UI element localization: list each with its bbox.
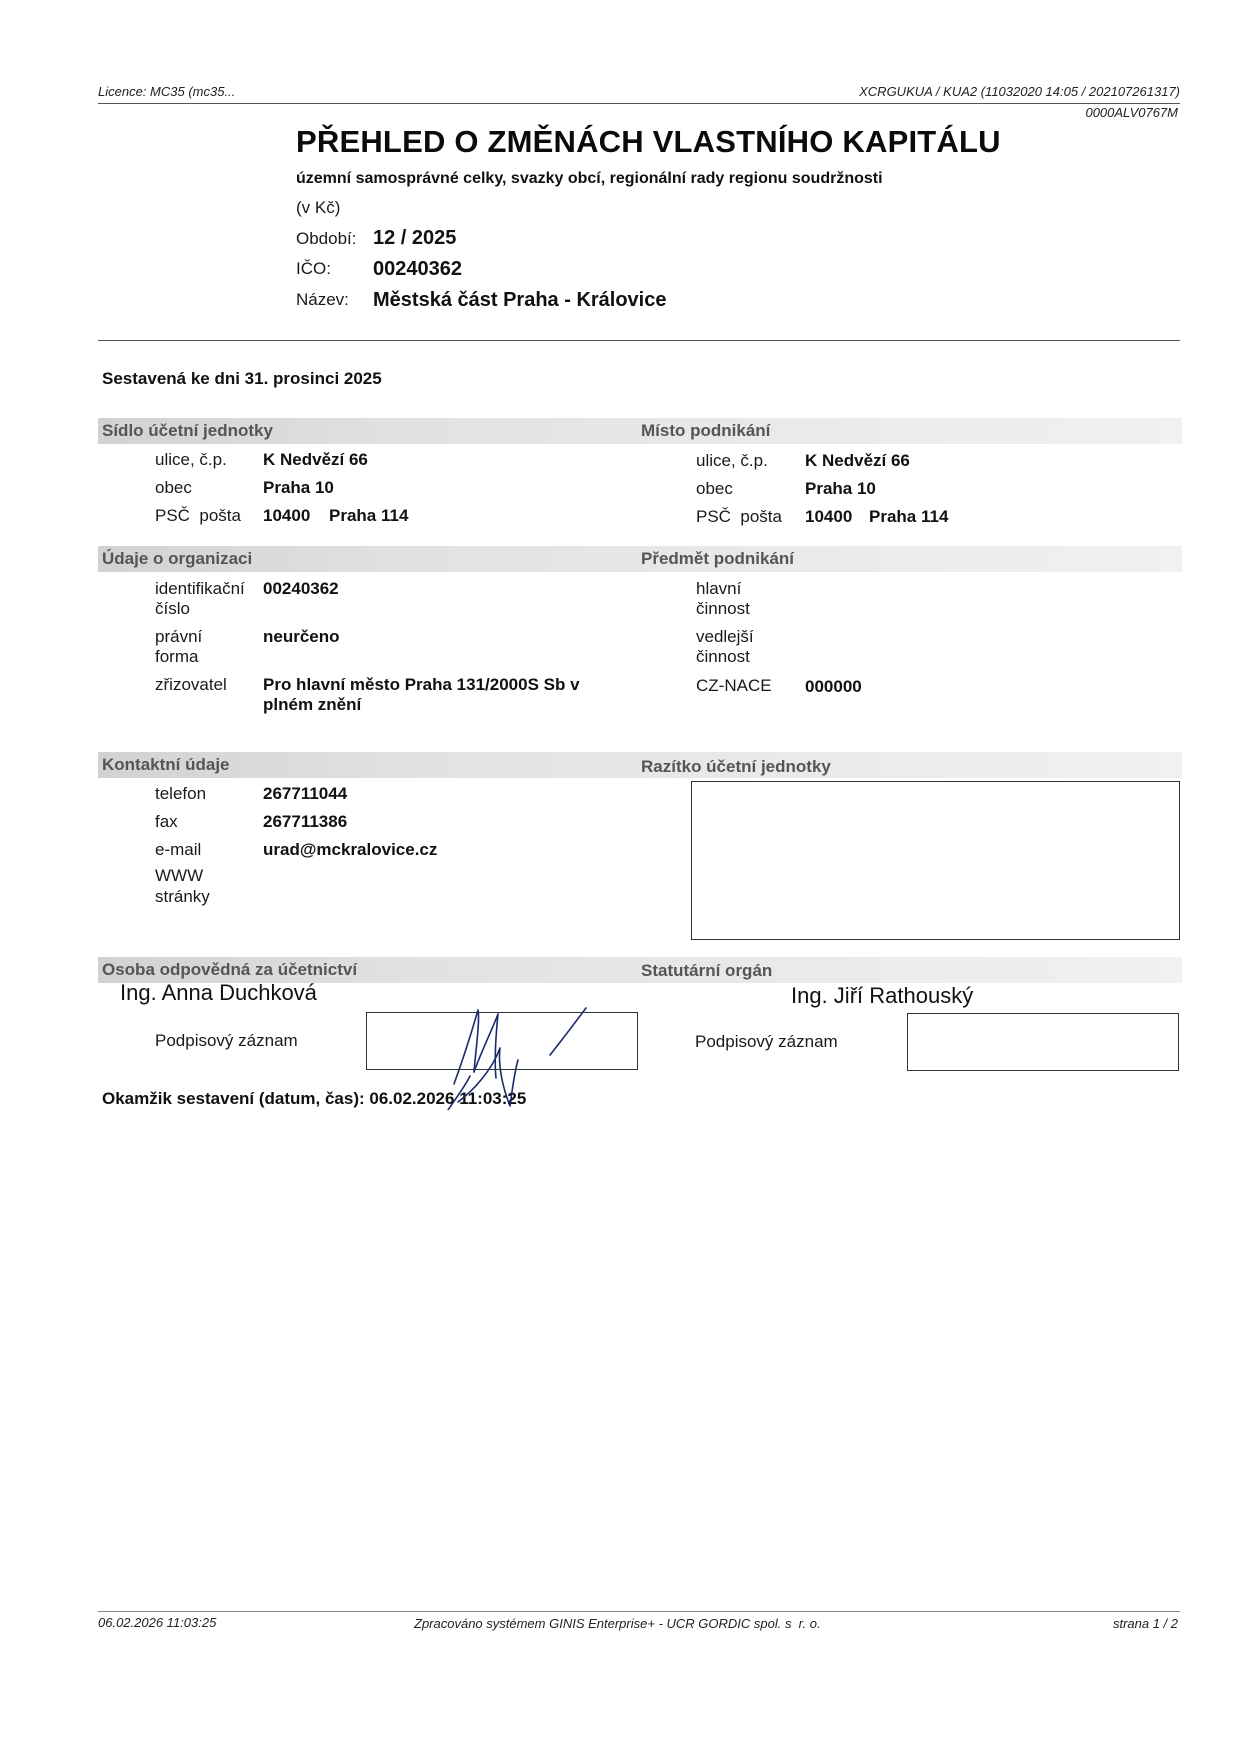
org-founder-label: zřizovatel (155, 675, 227, 694)
seat-street-label: ulice, č.p. (155, 450, 227, 469)
seat-city: Praha 10 (263, 478, 334, 497)
responsible-name: Ing. Anna Duchková (120, 980, 317, 1005)
bs-nace-value: 000000 (805, 677, 862, 696)
seat-street: K Nedvězí 66 (263, 450, 368, 469)
bs-main-label-2: činnost (696, 599, 750, 618)
document-code-2: 0000ALV0767M (1085, 105, 1178, 120)
bs-main-label-1: hlavní (696, 579, 742, 598)
footer-page: strana 1 / 2 (1112, 1616, 1178, 1631)
org-id-value: 00240362 (263, 579, 339, 598)
currency-note: (v Kč) (296, 198, 341, 217)
contact-band (98, 752, 1182, 778)
page-title: PŘEHLED O ZMĚNÁCH VLASTNÍHO KAPITÁLU (296, 124, 1001, 159)
bp-psc: 10400 (805, 507, 853, 526)
ico-value: 00240362 (373, 258, 462, 280)
compiled-date: Sestavená ke dni 31. prosinci 2025 (102, 369, 382, 388)
bs-side-label-2: činnost (696, 647, 750, 666)
header-rule (98, 103, 1180, 104)
statutory-sign-box (907, 1013, 1179, 1071)
footer-date: 06.02.2026 11:03:25 (98, 1615, 217, 1630)
bp-psc-label: PSČ pošta (696, 507, 782, 526)
created-timestamp: Okamžik sestavení (datum, čas): 06.02.2026 11:03:25 (102, 1089, 527, 1108)
responsible-sign-label: Podpisový záznam (155, 1031, 298, 1050)
period-value: 12 / 2025 (373, 227, 457, 249)
bs-nace-label: CZ-NACE (696, 676, 772, 695)
www-label-2: stránky (155, 887, 210, 906)
org-id-label-2: číslo (155, 599, 190, 618)
seat-city-label: obec (155, 478, 192, 497)
seat-psc: 10400 (263, 506, 311, 525)
responsible-title: Osoba odpovědná za účetnictví (102, 960, 358, 979)
organization-band (98, 546, 1182, 572)
statutory-name: Ing. Jiří Rathouský (791, 983, 974, 1008)
bp-street: K Nedvězí 66 (805, 451, 910, 470)
statutory-title: Statutární orgán (641, 961, 773, 980)
licence-text: Licence: MC35 (mc35... (98, 84, 236, 99)
period-label: Období: (296, 229, 357, 248)
org-form-label-1: právní (155, 627, 203, 646)
footer-rule (98, 1611, 1180, 1612)
email-value: urad@mckralovice.cz (263, 840, 438, 859)
seat-psc-label: PSČ pošta (155, 506, 241, 525)
title-rule (98, 340, 1180, 341)
org-form-value: neurčeno (263, 627, 340, 646)
bp-street-label: ulice, č.p. (696, 451, 768, 470)
bp-post: Praha 114 (869, 507, 949, 526)
business-subject-title: Předmět podnikání (641, 549, 795, 568)
bp-city-label: obec (696, 479, 733, 498)
bp-city: Praha 10 (805, 479, 876, 498)
footer-system: Zpracováno systémem GINIS Enterprise+ - UCR GORDIC spol. s r. o. (414, 1616, 821, 1631)
org-founder-value-1: Pro hlavní město Praha 131/2000S Sb v (263, 675, 580, 694)
ico-label: IČO: (296, 259, 331, 278)
org-id-label-1: identifikační (155, 579, 245, 598)
name-value: Městská část Praha - Královice (373, 289, 667, 311)
phone-value: 267711044 (263, 784, 348, 803)
handwritten-signature (440, 1000, 640, 1110)
fax-value: 267711386 (263, 812, 348, 831)
stamp-box (691, 781, 1180, 940)
document-code: XCRGUKUA / KUA2 (11032020 14:05 / 202107261317) (859, 84, 1180, 99)
statutory-sign-label: Podpisový záznam (695, 1032, 838, 1051)
fax-label: fax (155, 812, 178, 831)
page-subtitle: územní samosprávné celky, svazky obcí, regionální rady regionu soudržnosti (296, 170, 883, 187)
phone-label: telefon (155, 784, 207, 803)
organization-title: Údaje o organizaci (102, 549, 253, 568)
bs-side-label-1: vedlejší (696, 627, 754, 646)
www-label-1: WWW (155, 866, 204, 885)
seat-title: Sídlo účetní jednotky (102, 421, 273, 440)
contact-title: Kontaktní údaje (102, 755, 230, 774)
org-founder-value-2: plném znění (263, 695, 362, 714)
seat-post: Praha 114 (329, 506, 409, 525)
stamp-title: Razítko účetní jednotky (641, 757, 831, 776)
name-label: Název: (296, 290, 349, 309)
org-form-label-2: forma (155, 647, 199, 666)
business-place-title: Místo podnikání (641, 421, 771, 440)
email-label: e-mail (155, 840, 202, 859)
